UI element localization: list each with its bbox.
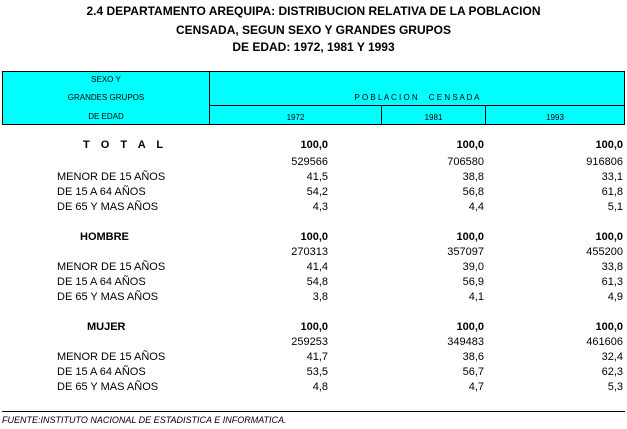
row-label: MENOR DE 15 AÑOS <box>57 351 166 363</box>
table-row <box>0 260 627 275</box>
cell-1972: 4,3 <box>312 201 328 213</box>
cell-1993: 33,1 <box>601 171 623 183</box>
cell-1993: 5,3 <box>607 381 623 393</box>
table-row <box>0 350 627 365</box>
table-row <box>0 380 627 395</box>
table-row <box>0 275 627 290</box>
abs-1981: 706580 <box>447 156 484 168</box>
pct-1981: 100,0 <box>456 231 484 243</box>
cell-1981: 39,0 <box>462 261 484 273</box>
table-row <box>0 245 627 260</box>
cell-1993: 61,8 <box>601 186 623 198</box>
cell-1972: 54,2 <box>306 186 328 198</box>
cell-1972: 41,7 <box>306 351 328 363</box>
cell-1972: 3,8 <box>312 291 328 303</box>
pct-1993: 100,0 <box>595 231 623 243</box>
row-label: MENOR DE 15 AÑOS <box>57 261 166 273</box>
title-line-3: DE EDAD: 1972, 1981 Y 1993 <box>232 40 395 54</box>
stub-line-2: GRANDES GRUPOS <box>67 93 145 102</box>
year-1972: 1972 <box>286 113 305 122</box>
footer-rule <box>2 411 625 412</box>
pct-1972: 100,0 <box>300 139 328 151</box>
table-row <box>0 155 627 170</box>
stub-line-1: SEXO Y <box>91 75 121 84</box>
cell-1993: 62,3 <box>601 366 623 378</box>
cell-1993: 61,3 <box>601 276 623 288</box>
pct-1981: 100,0 <box>456 139 484 151</box>
table-row <box>0 185 627 200</box>
table-row <box>0 290 627 305</box>
section-label: MUJER <box>87 321 126 333</box>
table-row <box>0 200 627 215</box>
section-label: HOMBRE <box>80 231 129 243</box>
table-row <box>0 365 627 380</box>
header-rule <box>210 105 624 106</box>
pct-1972: 100,0 <box>300 231 328 243</box>
abs-1972: 259253 <box>291 336 328 348</box>
abs-1993: 455200 <box>586 246 623 258</box>
spanner-label: P O B L A C I O N C E N S A D A <box>354 93 480 102</box>
pct-1981: 100,0 <box>456 321 484 333</box>
row-label: DE 65 Y MAS AÑOS <box>57 381 159 393</box>
row-label: DE 15 A 64 AÑOS <box>57 366 146 378</box>
source-note: FUENTE:INSTITUTO NACIONAL DE ESTADISTICA E INFORMATICA. <box>2 415 287 425</box>
cell-1993: 5,1 <box>607 201 623 213</box>
stub-line-3: DE EDAD <box>88 112 124 121</box>
pct-1993: 100,0 <box>595 321 623 333</box>
row-label: DE 65 Y MAS AÑOS <box>57 201 159 213</box>
cell-1981: 56,8 <box>462 186 484 198</box>
pct-1972: 100,0 <box>300 321 328 333</box>
cell-1972: 41,4 <box>306 261 328 273</box>
table-row <box>0 335 627 350</box>
abs-1981: 357097 <box>447 246 484 258</box>
cell-1993: 32,4 <box>601 351 623 363</box>
table-row <box>0 138 627 153</box>
cell-1981: 38,8 <box>462 171 484 183</box>
abs-1972: 529566 <box>291 156 328 168</box>
row-label: DE 65 Y MAS AÑOS <box>57 291 159 303</box>
cell-1972: 54,8 <box>306 276 328 288</box>
table-row <box>0 320 627 335</box>
cell-1981: 4,7 <box>468 381 484 393</box>
abs-1981: 349483 <box>447 336 484 348</box>
section-label: T O T A L <box>83 139 168 151</box>
year-1981: 1981 <box>424 113 443 122</box>
table-header <box>2 71 625 125</box>
cell-1981: 38,6 <box>462 351 484 363</box>
row-label: DE 15 A 64 AÑOS <box>57 276 146 288</box>
cell-1972: 41,5 <box>306 171 328 183</box>
cell-1981: 4,1 <box>468 291 484 303</box>
table-row <box>0 230 627 245</box>
cell-1981: 56,7 <box>462 366 484 378</box>
abs-1993: 461606 <box>586 336 623 348</box>
cell-1993: 4,9 <box>607 291 623 303</box>
cell-1981: 4,4 <box>468 201 484 213</box>
row-label: DE 15 A 64 AÑOS <box>57 186 146 198</box>
cell-1993: 33,8 <box>601 261 623 273</box>
title-line-1: 2.4 DEPARTAMENTO AREQUIPA: DISTRIBUCION RELATIVA DE LA POBLACION <box>86 4 541 18</box>
abs-1993: 916806 <box>586 156 623 168</box>
abs-1972: 270313 <box>291 246 328 258</box>
year-1993: 1993 <box>546 113 564 122</box>
cell-1972: 4,8 <box>312 381 328 393</box>
cell-1981: 56,9 <box>462 276 484 288</box>
title-line-2: CENSADA, SEGUN SEXO Y GRANDES GRUPOS <box>176 23 451 37</box>
row-label: MENOR DE 15 AÑOS <box>57 171 166 183</box>
cell-1972: 53,5 <box>306 366 328 378</box>
pct-1993: 100,0 <box>595 139 623 151</box>
table-row <box>0 170 627 185</box>
